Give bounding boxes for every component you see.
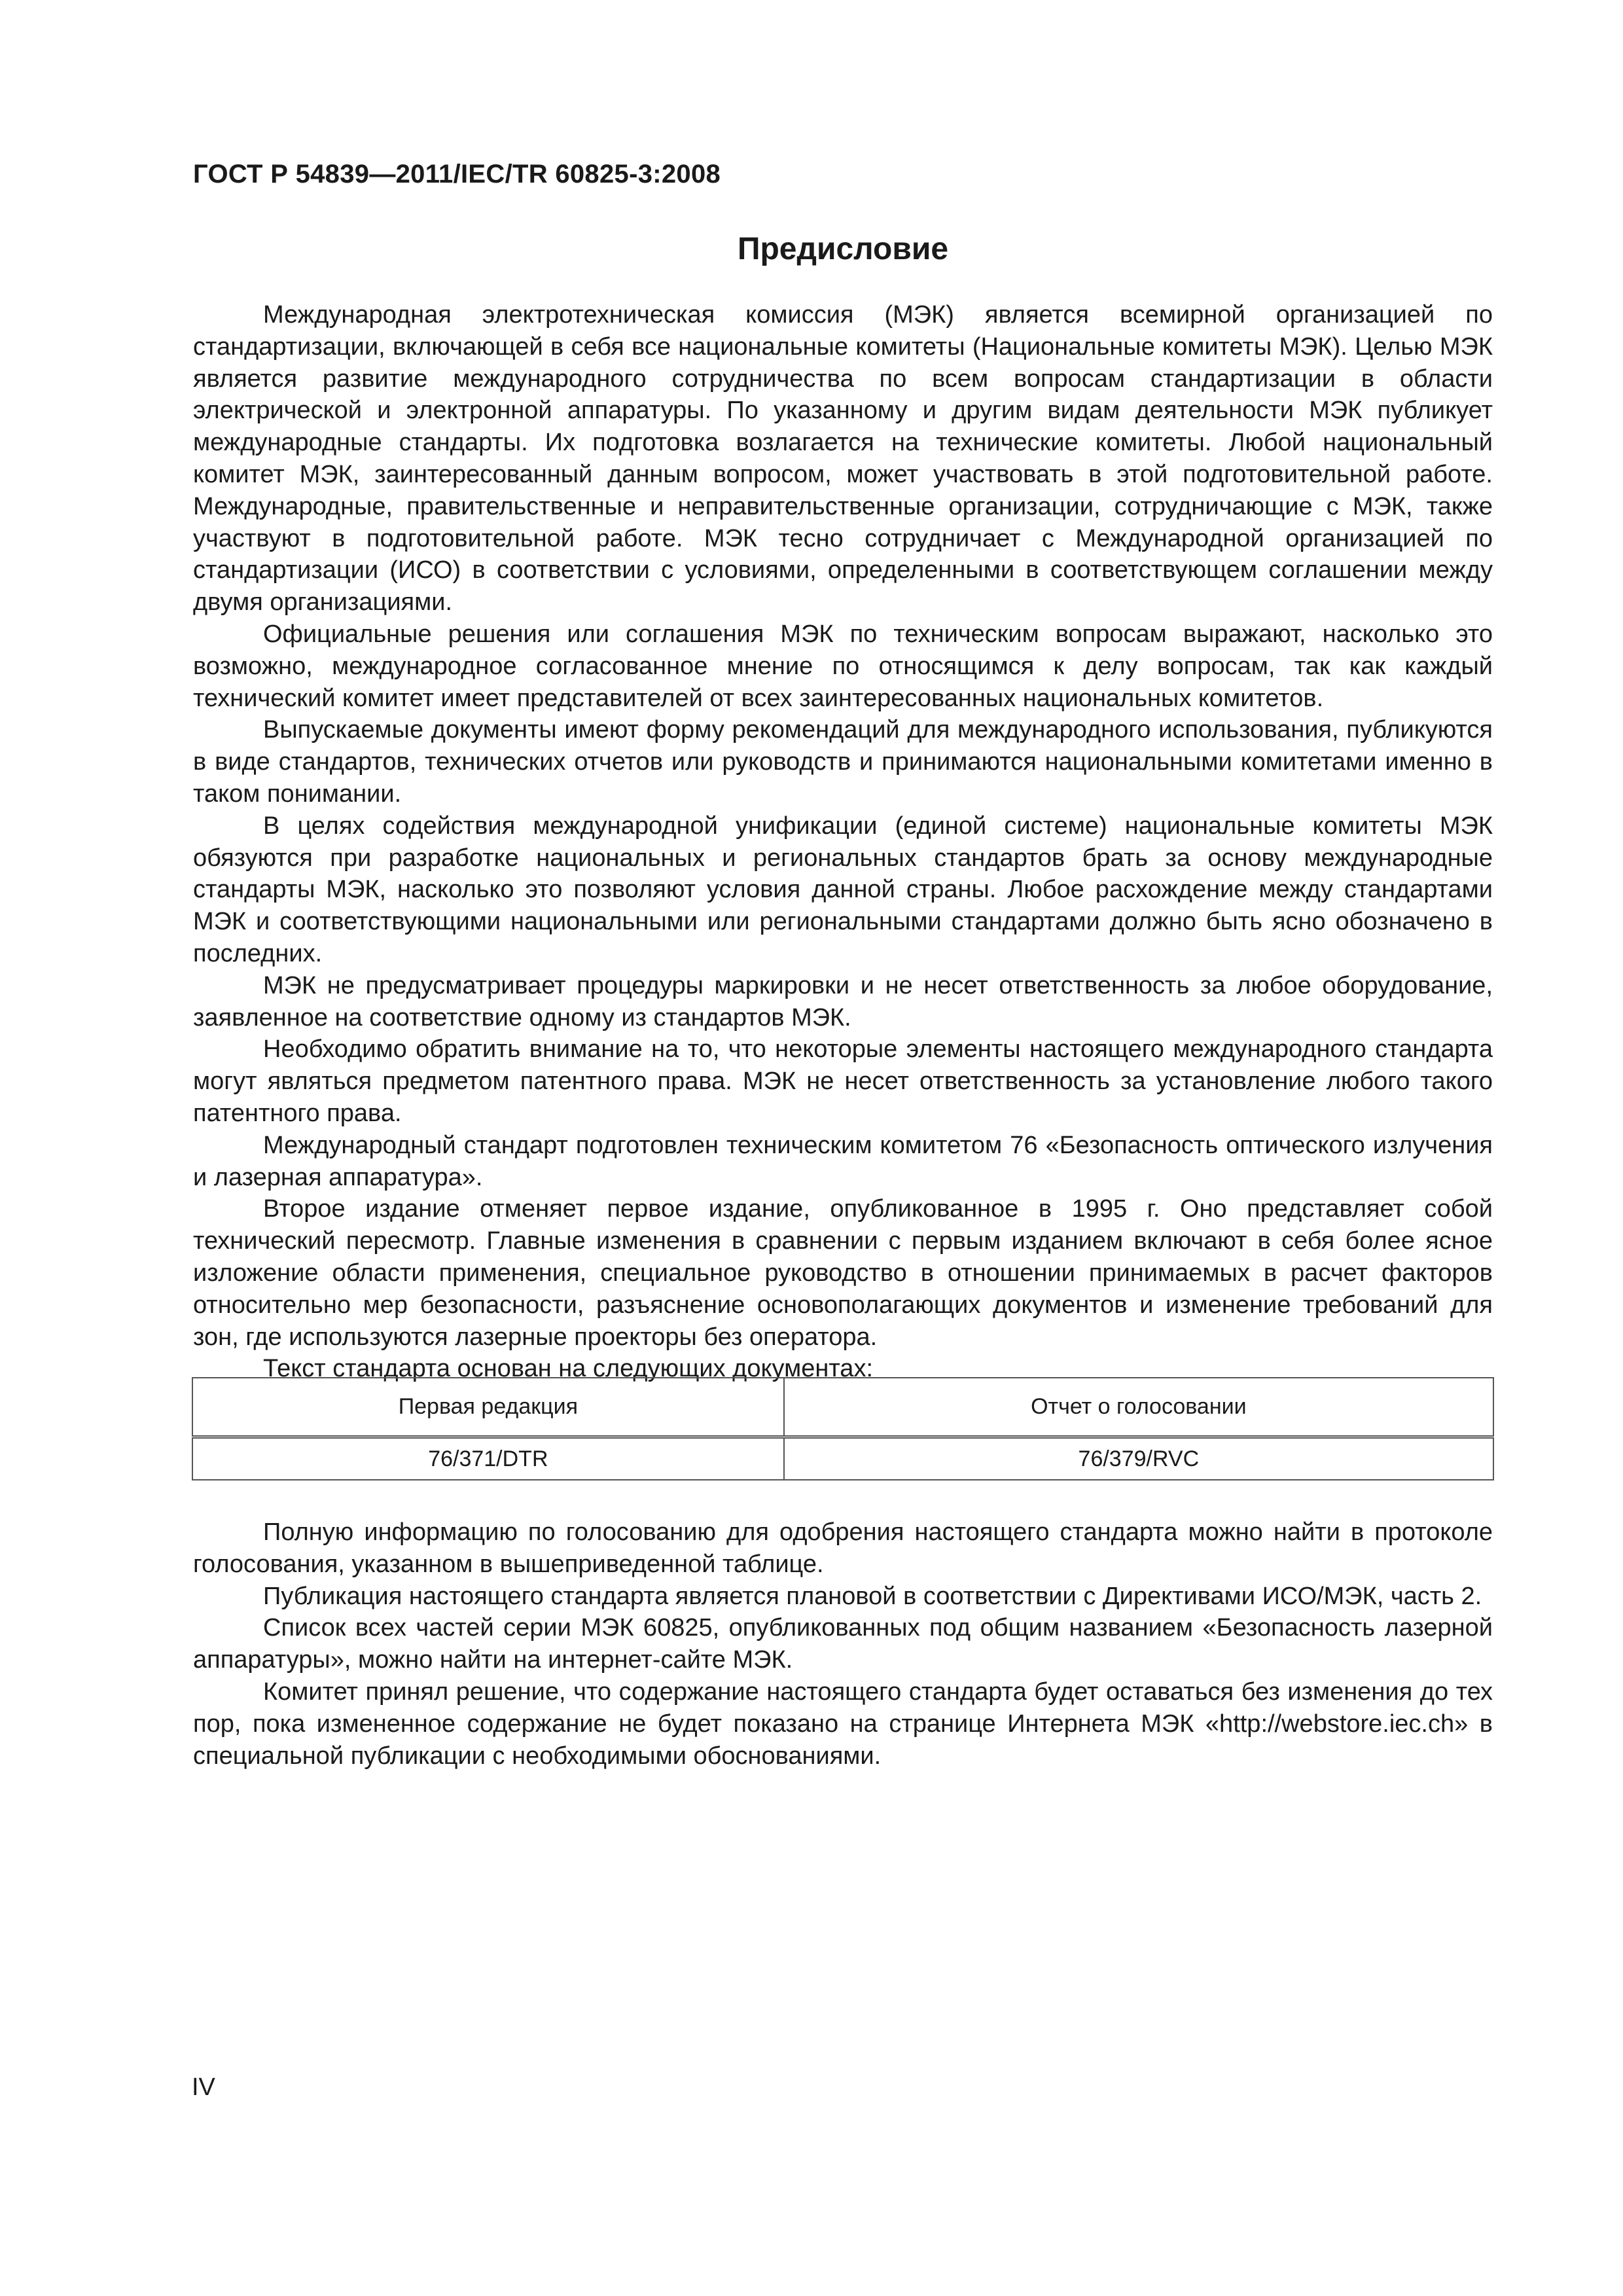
table-header-voting-report: Отчет о голосовании <box>784 1378 1493 1437</box>
paragraph-unification: В целях содействия международной унификации (единой системе) национальные комитеты МЭК обязуются при разработке национальных и региональных стандартов брать за основу международные стандарты МЭК, насколько это позволяют условия данной страны. Любое расхождение между стандартами МЭК и соответствующими национальными или региональными стандартами должно быть ясно обозначено в последних. <box>193 812 1493 967</box>
paragraph-committee: Международный стандарт подготовлен техническим комитетом 76 «Безопасность оптического излучения и лазерная аппаратура». <box>193 1131 1493 1191</box>
voting-documents-table <box>192 1377 1494 1480</box>
paragraph-series-list: Список всех частей серии МЭК 60825, опубликованных под общим названием «Безопасность лазерной аппаратуры», можно найти на интернет-сайте МЭК. <box>193 1614 1493 1674</box>
table-cell-dtr: 76/371/DTR <box>192 1437 784 1480</box>
page-number: IV <box>192 2073 215 2101</box>
table-header-row <box>192 1378 1493 1437</box>
paragraph-official-decisions: Официальные решения или соглашения МЭК по техническим вопросам выражают, насколько это возможно, международное согласованное мнение по относящимся к делу вопросам, так как каждый технический комитет имеет представителей от всех заинтересованных национальных комитетов. <box>193 620 1493 712</box>
paragraph-iec-intro: Международная электротехническая комиссия (МЭК) является всемирной организацией по стандартизации, включающей в себя все национальные комитеты (Национальные комитеты МЭК). Целью МЭК является развитие международного сотрудничества по всем вопросам стандартизации в области электрической и электронной аппаратуры. По указанному и другим видам деятельности МЭК публикует международные стандарты. Их подготовка возлагается на технические комитеты. Любой национальный комитет МЭК, заинтересованный данным вопросом, может участвовать в этой подготовительной работе. Международные, правительственные и неправительственные организации, сотрудничающие с МЭК, также участвуют в подготовительной работе. МЭК тесно сотрудничает с Международной организацией по стандартизации (ИСО) в соответствии с условиями, определенными в соответствующем соглашении между двумя организациями. <box>193 301 1493 617</box>
paragraph-publication: Публикация настоящего стандарта является плановой в соответствии с Директивами ИСО/МЭК, часть 2. <box>263 1582 1482 1610</box>
paragraph-based-on: Текст стандарта основан на следующих документах: <box>263 1355 874 1383</box>
paragraph-stability: Комитет принял решение, что содержание настоящего стандарта будет оставаться без изменения до тех пор, пока измененное содержание не будет показано на странице Интернета МЭК «http://webstore.iec.ch» в специальной публикации с необходимыми обоснованиями. <box>193 1677 1493 1770</box>
paragraph-documents-form: Выпускаемые документы имеют форму рекомендаций для международного использования, публикуются в виде стандартов, технических отчетов или руководств и принимаются национальными комитетами именно в таком понимании. <box>193 716 1493 808</box>
paragraph-marking: МЭК не предусматривает процедуры маркировки и не несет ответственность за любое оборудование, заявленное на соответствие одному из стандартов МЭК. <box>193 971 1493 1031</box>
preface-body-top <box>193 299 1493 1385</box>
paragraph-voting-info: Полную информацию по голосованию для одобрения настоящего стандарта можно найти в протоколе голосования, указанном в вышеприведенной таблице. <box>193 1518 1493 1578</box>
table-header-first-edition: Первая редакция <box>192 1378 784 1437</box>
paragraph-patent: Необходимо обратить внимание на то, что некоторые элементы настоящего международного стандарта могут являться предметом патентного права. МЭК не несет ответственность за установление любого такого патентного права. <box>193 1035 1493 1127</box>
table-cell-rvc: 76/379/RVC <box>784 1437 1493 1480</box>
document-code: ГОСТ Р 54839—2011/IEC/TR 60825-3:2008 <box>193 160 721 188</box>
paragraph-second-edition: Второе издание отменяет первое издание, опубликованное в 1995 г. Оно представляет собой технический пересмотр. Главные изменения в сравнении с первым изданием включают в себя более ясное изложение области применения, специальное руководство в отношении принимаемых в расчет факторов относительно мер безопасности, разъяснение основополагающих документов и изменение требований для зон, где используются лазерные проекторы без оператора. <box>193 1195 1493 1351</box>
page-title: Предисловие <box>737 232 949 266</box>
table-row <box>192 1437 1493 1480</box>
preface-body-bottom <box>193 1516 1493 1772</box>
